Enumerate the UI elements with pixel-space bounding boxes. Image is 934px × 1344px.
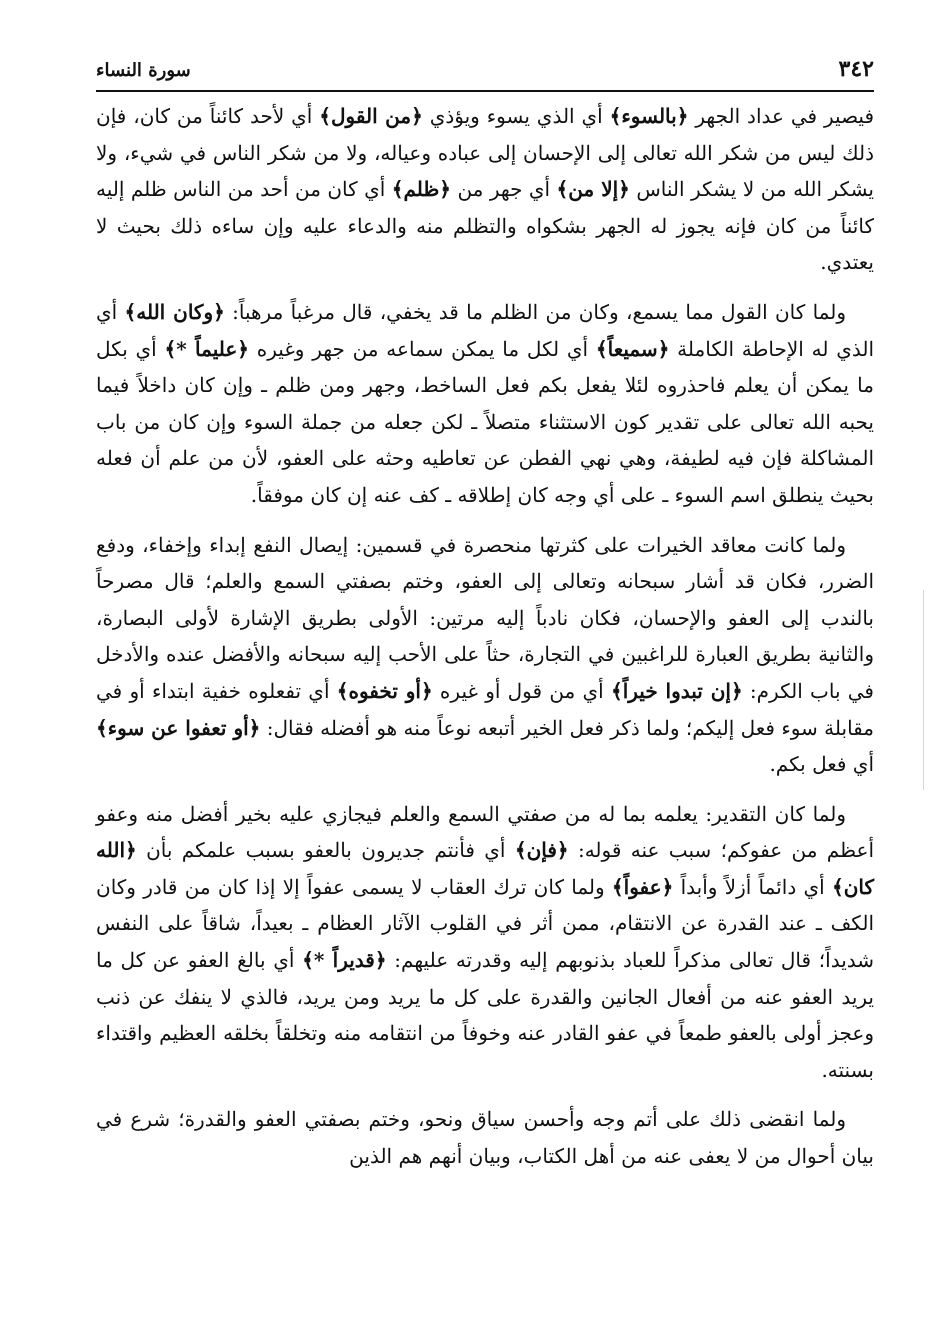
text-segment: ولما انقضى ذلك على أتم وجه وأحسن سياق ونحو، وختم بصفتي العفو والقدرة؛ شرع في بيان أحوال من لا يعفى عنه من أهل الكتاب، وبيان أنهم هم الذين bbox=[96, 1107, 874, 1169]
body-text bbox=[96, 98, 874, 1188]
page-edge-shadow bbox=[923, 590, 924, 790]
quran-quote: ﴿من القول﴾ bbox=[319, 104, 423, 128]
text-segment: أي تفعلوه خفية ابتداء أو في مقابلة سوء فعل إليكم؛ ولما ذكر فعل الخير أتبعه نوعاً منه هو أفضله فقال: bbox=[96, 678, 874, 740]
quran-quote: ﴿الله كان﴾ bbox=[96, 838, 875, 899]
quran-quote: ﴿بالسوء﴾ bbox=[609, 104, 689, 128]
text-segment: أي فأنتم جديرون بالعفو بسبب علمكم بأن bbox=[136, 838, 515, 863]
page-number: ٣٤٢ bbox=[838, 56, 874, 82]
paragraph bbox=[96, 98, 874, 281]
quran-quote: ﴿سميعاً﴾ bbox=[595, 336, 670, 361]
text-segment: فيصير في عداد الجهر bbox=[688, 104, 875, 128]
text-segment: أي دائماً أزلاً وأبداً bbox=[673, 874, 832, 899]
paragraph bbox=[96, 1101, 874, 1174]
quran-quote: ﴿ظلم﴾ bbox=[391, 177, 452, 202]
text-segment: ولما كان القول مما يسمع، وكان من الظلم ما قد يخفي، قال مرغباً مرهباً: bbox=[224, 299, 846, 324]
quran-quote: ﴿قديراً *﴾ bbox=[302, 948, 387, 973]
quran-quote: ﴿أو تخفوه﴾ bbox=[336, 678, 433, 703]
text-segment: أي من قول أو غيره bbox=[432, 678, 611, 703]
quran-quote: ﴿عفواً﴾ bbox=[611, 874, 674, 899]
surah-title: سورة النساء bbox=[96, 60, 191, 81]
quran-quote: ﴿وكان الله﴾ bbox=[124, 299, 225, 324]
text-segment: ولما كان التقدير: يعلمه بما له من صفتي السمع والعلم فيجازي عليه بخير أفضل منه وعفو أعظم من عفوكم؛ سبب عنه قوله: bbox=[96, 801, 874, 863]
text-segment: أي لكل ما يمكن سماعه من جهر وغيره bbox=[249, 336, 596, 361]
text-segment: أي فعل بكم. bbox=[769, 752, 874, 777]
paragraph bbox=[96, 294, 874, 514]
page-header bbox=[96, 54, 874, 92]
quran-quote: ﴿إن تبدوا خيراً﴾ bbox=[610, 678, 743, 703]
text-segment: أي جهر من bbox=[451, 177, 557, 202]
paragraph bbox=[96, 527, 874, 783]
text-segment: أي الذي له الإحاطة الكاملة bbox=[96, 299, 874, 361]
text-segment: أي الذي يسوء ويؤذي bbox=[422, 104, 610, 128]
quran-quote: ﴿فإن﴾ bbox=[514, 838, 569, 863]
text-segment: أي بكل ما يمكن أن يعلم فاحذروه لئلا يفعل بكم فعل الساخط، وجهر ومن ظلم ـ وإن كان داخلاً فيما يحبه الله تعالى على تقدير كون الاستثناء متصلاً ـ لكن جعله من جملة السوء وإن كان من باب المشاكلة فإن فيه لطيفة، وهي نهي الفطن عن تعاطيه وحثه على العفو، لأن من علم أن فعله بحيث ينطلق اسم السوء ـ على أي وجه كان إطلاقه ـ كف عنه إن كان موفقاً. bbox=[96, 336, 874, 507]
quran-quote: ﴿عليماً *﴾ bbox=[164, 336, 250, 361]
text-segment: أي كان من أحد من الناس ظلم إليه كائناً من كان فإنه يجوز له الجهر بشكواه والتظلم منه والدعاء عليه وإن ساءه ذلك بحيث لا يعتدي. bbox=[96, 177, 874, 275]
text-segment: أي بالغ العفو عن كل ما يريد العفو عنه من أفعال الجانين والقدرة على كل ما يريد ومن يريد، فالذي لا ينفك عن ذنب وعجز أولى بالعفو طمعاً في عفو القادر عنه وخوفاً من انتقامه منه وتخلقاً بخلقه العظيم واقتداء بسنته. bbox=[96, 948, 874, 1082]
quran-quote: ﴿أو تعفوا عن سوء﴾ bbox=[95, 715, 261, 740]
text-segment: ولما كان ترك العقاب لا يسمى عفواً إلا إذا كان من قادر وكان الكف ـ عند القدرة عن الانتقام، ممن أثر في القلوب الآثار العظام ـ بعيداً، شاقاً على النفس شديداً؛ قال تعالى مذكراً للعباد بذنوبهم إليه وقدرته عليهم: bbox=[96, 874, 875, 973]
header-rule bbox=[96, 90, 874, 92]
text-segment: أي لأحد كائناً من كان، فإن ذلك ليس من شكر الله تعالى إلى الإحسان إلى عباده وعياله، ولا من شكر الناس في شيء، ولا يشكر الله من لا يشكر الناس bbox=[96, 104, 874, 202]
paragraph bbox=[96, 796, 874, 1089]
quran-quote: ﴿إلا من﴾ bbox=[556, 177, 630, 202]
text-segment: ولما كانت معاقد الخيرات على كثرتها منحصرة في قسمين: إيصال النفع إبداء وإخفاء، ودفع الضرر، فكان قد أشار سبحانه وتعالى إلى العفو، وختم بصفتي السمع والعلم؛ قال مصرحاً بالندب إلى العفو والإحسان، فكان نادباً إليه مرتين: الأولى بطريق الإشارة لأولى البصارة، والثانية بطريق العبارة للراغبين في التجارة، حثاً على الأحب إليه سبحانه والأفضل عنده والأدخل في باب الكرم: bbox=[96, 532, 874, 703]
